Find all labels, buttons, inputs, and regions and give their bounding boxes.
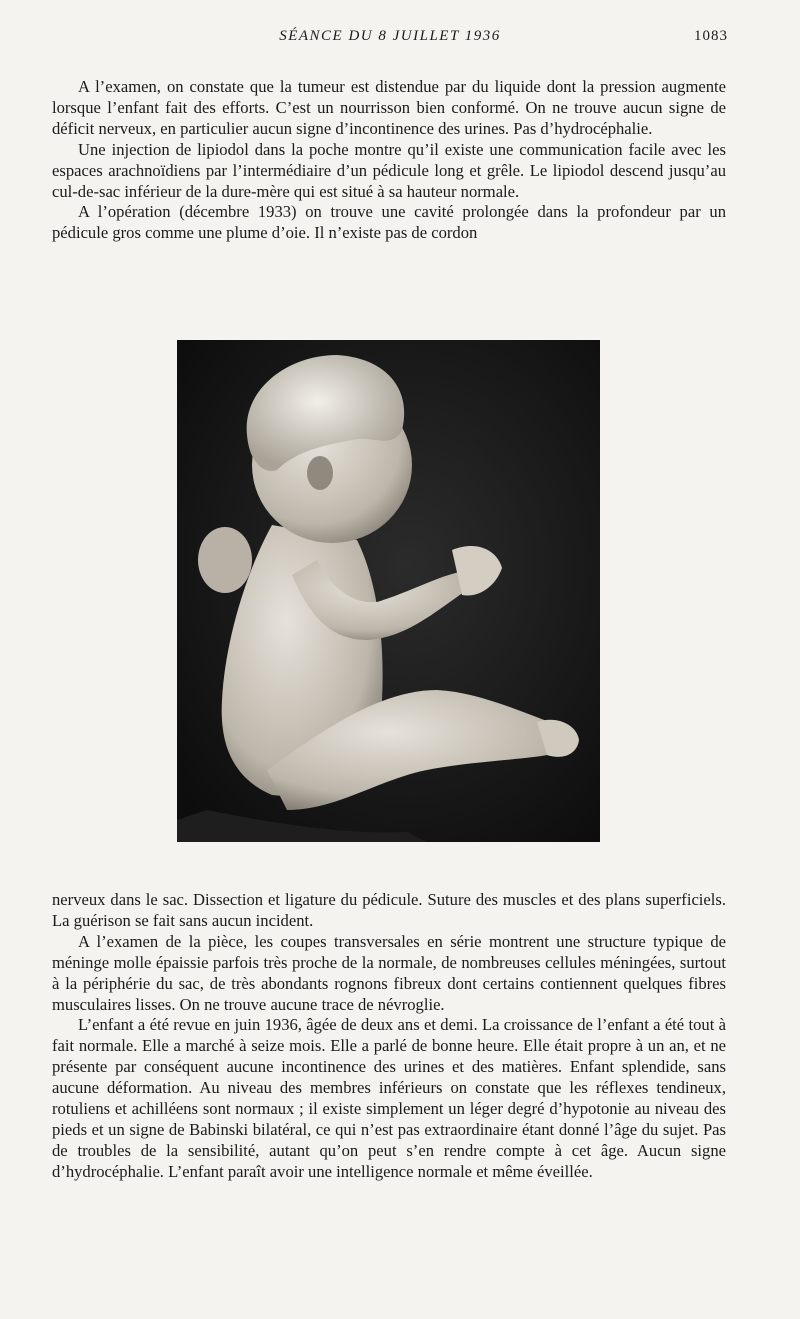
- infant-ear: [307, 456, 333, 490]
- running-title: SÉANCE DU 8 JUILLET 1936: [279, 28, 501, 44]
- paragraph: Une injection de lipiodol dans la poche montre qu’il existe une communication facile avec les espaces arachnoïdiens par l’intermédiaire d’un pédicule long et grêle. Le lipiodol descend jusqu’au cul-de-sac inférieur de la dure-mère qui est situé à sa hauteur normale.: [52, 139, 726, 201]
- paragraph: A l’examen, on constate que la tumeur est distendue par du liquide dont la pression augmente lorsque l’enfant fait des efforts. C’est un nourrisson bien conformé. On ne trouve aucun signe de déficit nerveux, en particulier aucun signe d’incontinence des urines. Pas d’hydrocéphalie.: [52, 77, 726, 138]
- page-number: 1083: [694, 28, 728, 44]
- paragraph: nerveux dans le sac. Dissection et ligature du pédicule. Suture des muscles et des plans superficiels. La guérison se fait sans aucun incident.: [52, 890, 726, 930]
- infant-photo-drawing: [177, 340, 600, 842]
- text-block-bottom: [52, 890, 726, 1183]
- text-block-top: [52, 77, 726, 244]
- infant-photograph: [177, 340, 600, 842]
- paragraph: A l’examen de la pièce, les coupes transversales en série montrent une structure typique de méninge molle épaissie parfois très proche de la normale, de nombreuses cellules méningées, surtout à la périphérie du sac, de très abondants rognons fibreux dont certains contiennent quelques fibres musculaires lisses. On ne trouve aucune trace de névroglie.: [52, 931, 726, 1014]
- paragraph: L’enfant a été revue en juin 1936, âgée de deux ans et demi. La croissance de l’enfant a été tout à fait normale. Elle a marché à seize mois. Elle a parlé de bonne heure. Elle était propre à un an, et ne présente par conséquent aucune incontinence des urines et des matières. Enfant splendide, sans aucune déformation. Au niveau des membres inférieurs on constate que les réflexes tendineux, rotuliens et achilléens sont normaux ; il existe simplement un léger degré d’hypotonie au niveau des pieds et un signe de Babinski bilatéral, ce qui n’est pas extraordinaire étant donné l’âge du sujet. Pas de troubles de la sensibilité, autant qu’on peut s’en rendre compte à cet âge. Aucun signe d’hydrocéphalie. L’enfant paraît avoir une intelligence normale et même éveillée.: [52, 1015, 726, 1181]
- page-header: [52, 28, 728, 54]
- back-swelling: [198, 527, 252, 593]
- paragraph: A l’opération (décembre 1933) on trouve une cavité prolongée dans la profondeur par un pédicule gros comme une plume d’oie. Il n’existe pas de cordon: [52, 202, 726, 243]
